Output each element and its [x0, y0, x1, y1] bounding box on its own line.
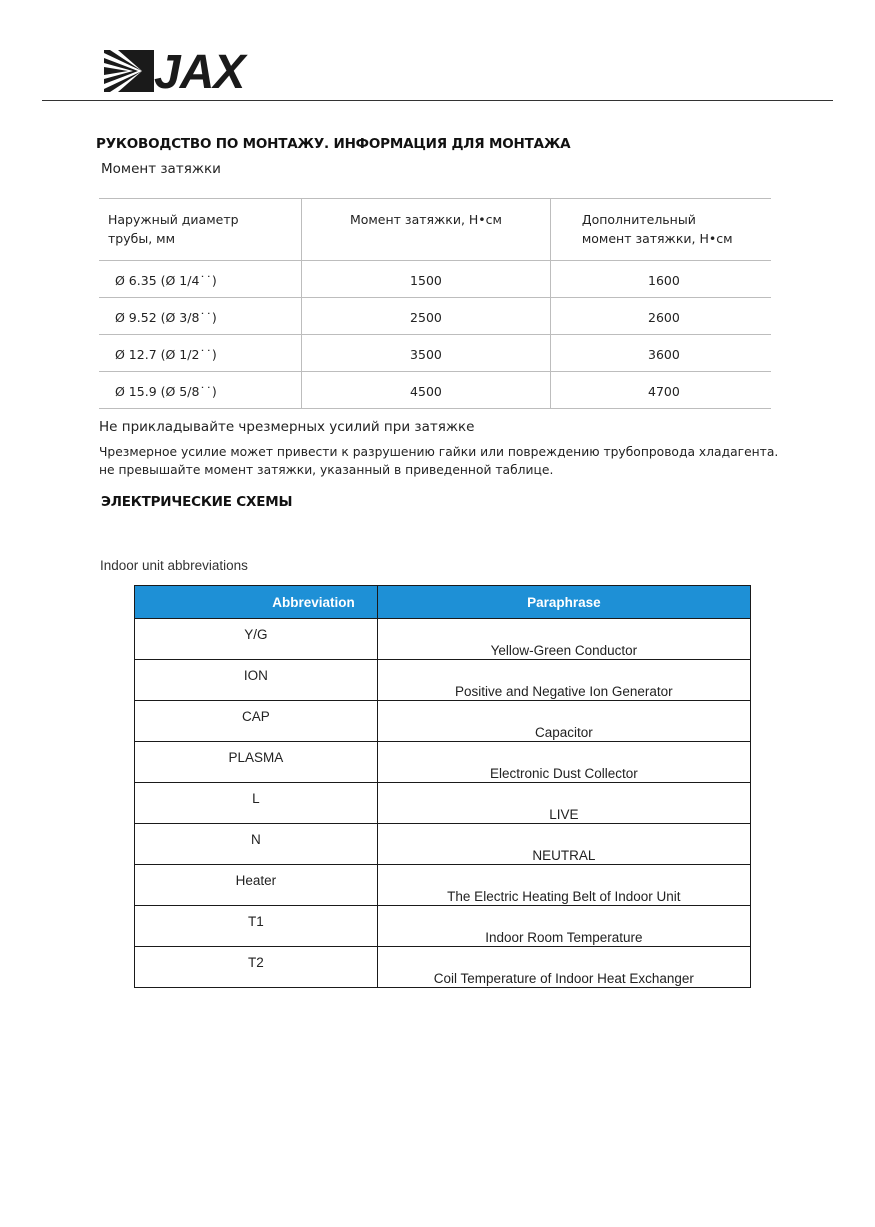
torque-cell-diameter: Ø 15.9 (Ø 5/8˙˙) — [99, 372, 302, 409]
table-row — [135, 824, 751, 865]
torque-cell-extra: 4700 — [550, 372, 771, 409]
abbr-cell-meaning: Positive and Negative Ion Generator — [377, 660, 750, 701]
abbr-cell-meaning: Yellow-Green Conductor — [377, 619, 750, 660]
sunburst-icon — [104, 50, 154, 92]
brand-wordmark: JAX — [154, 50, 245, 92]
jax-logo — [104, 50, 290, 92]
torque-header-row — [99, 199, 771, 261]
abbr-cell-code: N — [135, 824, 378, 865]
header-divider — [42, 100, 833, 101]
abbr-cell-meaning: Coil Temperature of Indoor Heat Exchanger — [377, 947, 750, 988]
torque-subtitle: Момент затяжки — [101, 161, 221, 177]
table-row — [99, 298, 771, 335]
torque-cell-extra: 1600 — [550, 261, 771, 298]
torque-cell-diameter: Ø 6.35 (Ø 1/4˙˙) — [99, 261, 302, 298]
abbr-cell-meaning: LIVE — [377, 783, 750, 824]
warning-text — [99, 443, 829, 479]
torque-cell-torque: 2500 — [302, 298, 551, 335]
abbr-header-row — [135, 586, 751, 619]
table-row — [99, 335, 771, 372]
abbreviations-table — [134, 585, 751, 988]
abbreviations-caption: Indoor unit abbreviations — [100, 558, 248, 573]
abbr-header-abbreviation: Abbreviation — [135, 586, 378, 619]
torque-header-extra: Дополнительный момент затяжки, Н•см — [550, 199, 771, 261]
torque-cell-diameter: Ø 9.52 (Ø 3/8˙˙) — [99, 298, 302, 335]
abbr-cell-code: PLASMA — [135, 742, 378, 783]
section-title-install: РУКОВОДСТВО ПО МОНТАЖУ. ИНФОРМАЦИЯ ДЛЯ МОНТАЖА — [96, 136, 571, 152]
table-row — [135, 742, 751, 783]
torque-cell-diameter: Ø 12.7 (Ø 1/2˙˙) — [99, 335, 302, 372]
warning-line-2: не превышайте момент затяжки, указанный в приведенной таблице. — [99, 463, 554, 477]
abbr-cell-code: Heater — [135, 865, 378, 906]
table-row — [135, 701, 751, 742]
torque-header-torque: Момент затяжки, Н•см — [302, 199, 551, 261]
abbr-cell-code: T2 — [135, 947, 378, 988]
abbr-cell-code: CAP — [135, 701, 378, 742]
abbr-cell-meaning: NEUTRAL — [377, 824, 750, 865]
table-row — [135, 947, 751, 988]
abbr-cell-code: Y/G — [135, 619, 378, 660]
torque-table — [99, 198, 771, 409]
torque-header-diameter: Наружный диаметр трубы, мм — [99, 199, 302, 261]
torque-cell-torque: 3500 — [302, 335, 551, 372]
abbr-cell-meaning: Indoor Room Temperature — [377, 906, 750, 947]
table-row — [99, 372, 771, 409]
section-title-electric: ЭЛЕКТРИЧЕСКИЕ СХЕМЫ — [101, 494, 293, 510]
abbr-cell-code: ION — [135, 660, 378, 701]
abbr-cell-code: T1 — [135, 906, 378, 947]
table-row — [135, 660, 751, 701]
abbr-cell-meaning: Electronic Dust Collector — [377, 742, 750, 783]
warning-title: Не прикладывайте чрезмерных усилий при затяжке — [99, 419, 475, 435]
abbr-cell-meaning: The Electric Heating Belt of Indoor Unit — [377, 865, 750, 906]
abbr-cell-code: L — [135, 783, 378, 824]
warning-line-1: Чрезмерное усилие может привести к разрушению гайки или повреждению трубопровода хладагента. — [99, 445, 779, 459]
table-row — [99, 261, 771, 298]
torque-cell-extra: 2600 — [550, 298, 771, 335]
torque-cell-extra: 3600 — [550, 335, 771, 372]
abbr-header-paraphrase: Paraphrase — [377, 586, 750, 619]
table-row — [135, 619, 751, 660]
table-row — [135, 906, 751, 947]
abbr-cell-meaning: Capacitor — [377, 701, 750, 742]
torque-cell-torque: 1500 — [302, 261, 551, 298]
table-row — [135, 865, 751, 906]
torque-cell-torque: 4500 — [302, 372, 551, 409]
table-row — [135, 783, 751, 824]
